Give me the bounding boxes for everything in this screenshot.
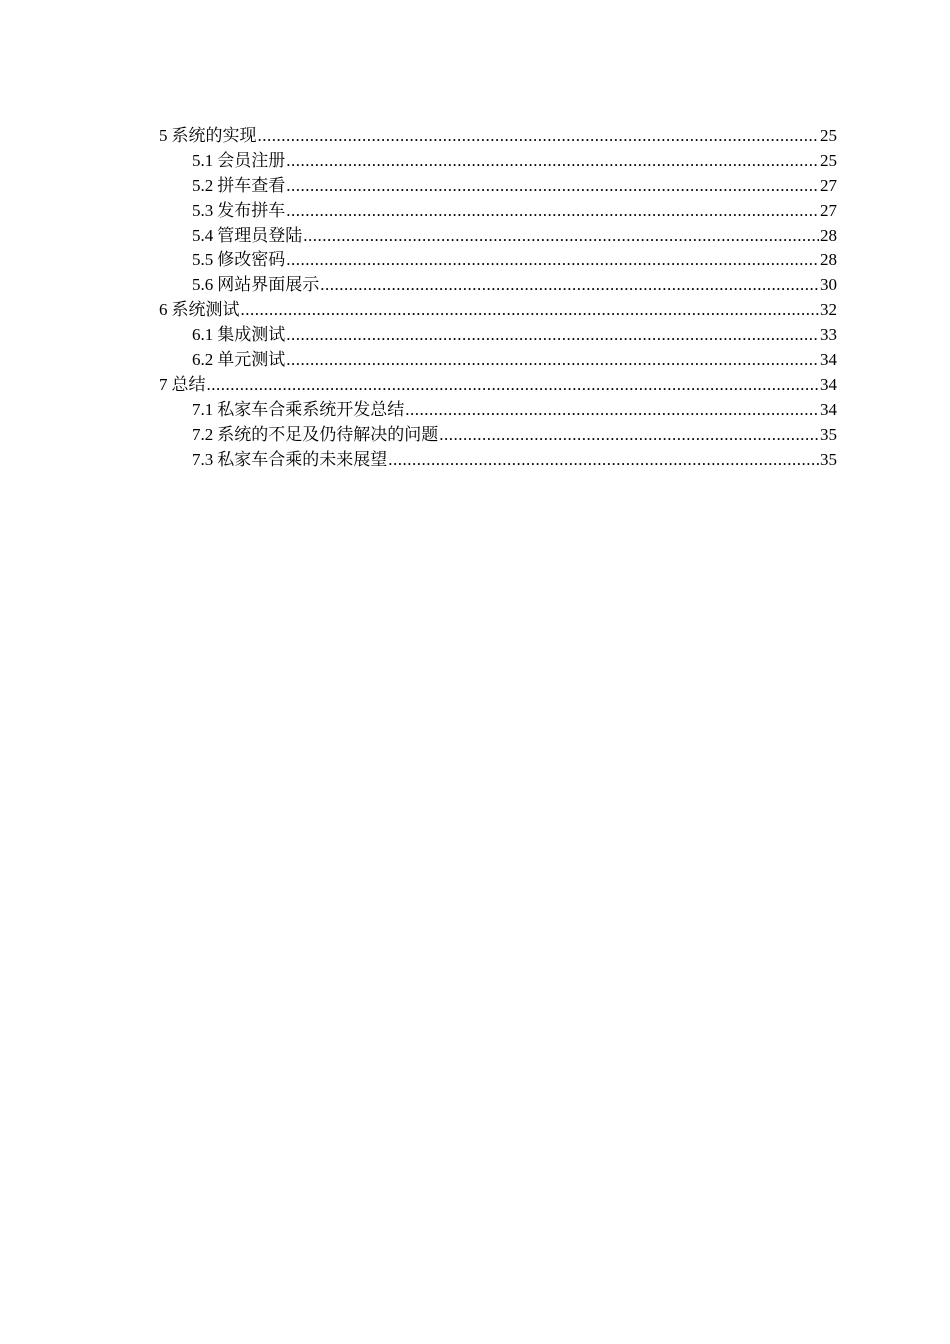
toc-entry-page: 35 bbox=[820, 449, 837, 469]
toc-entry-7-3[interactable] bbox=[159, 448, 837, 473]
toc-entry-5-6[interactable] bbox=[159, 273, 837, 298]
toc-entry-title: 系统的实现 bbox=[171, 126, 257, 145]
toc-entry-5-3[interactable] bbox=[159, 199, 837, 224]
toc-entry-page: 27 bbox=[820, 175, 837, 195]
toc-entry-title: 修改密码 bbox=[217, 250, 286, 270]
toc-entry-title: 系统的不足及仍待解决的问题 bbox=[217, 424, 439, 444]
toc-entry-number: 7.3 bbox=[192, 449, 214, 469]
toc-entry-title: 系统测试 bbox=[171, 300, 240, 320]
toc-entry-number: 7.1 bbox=[192, 399, 214, 419]
toc-entry-title: 会员注册 bbox=[217, 150, 286, 170]
table-of-contents bbox=[159, 124, 837, 472]
toc-entry-page: 33 bbox=[820, 325, 837, 345]
toc-entry-number: 5.6 bbox=[192, 275, 214, 295]
toc-entry-page: 30 bbox=[820, 275, 837, 295]
toc-entry-page: 28 bbox=[820, 250, 837, 270]
toc-entry-title: 发布拼车 bbox=[217, 200, 286, 220]
toc-entry-page: 32 bbox=[820, 300, 837, 320]
toc-entry-6-2[interactable] bbox=[159, 348, 837, 373]
toc-entry-5[interactable] bbox=[159, 124, 837, 149]
toc-entry-number: 5.1 bbox=[192, 150, 214, 170]
toc-entry-page: 34 bbox=[820, 399, 837, 419]
dot-leader bbox=[439, 423, 819, 448]
toc-entry-title: 单元测试 bbox=[217, 350, 286, 370]
dot-leader bbox=[303, 224, 819, 249]
toc-entry-5-1[interactable] bbox=[159, 149, 837, 174]
toc-entry-number: 5.5 bbox=[192, 250, 214, 270]
dot-leader bbox=[286, 323, 819, 348]
toc-entry-page: 25 bbox=[820, 126, 837, 145]
dot-leader bbox=[388, 448, 819, 473]
toc-entry-title: 集成测试 bbox=[217, 325, 286, 345]
toc-entry-6-1[interactable] bbox=[159, 323, 837, 348]
toc-entry-6[interactable] bbox=[159, 298, 837, 323]
dot-leader bbox=[207, 373, 820, 398]
toc-entry-page: 34 bbox=[820, 350, 837, 370]
dot-leader bbox=[286, 348, 819, 373]
toc-entry-5-5[interactable] bbox=[159, 248, 837, 273]
toc-entry-page: 35 bbox=[820, 424, 837, 444]
toc-entry-page: 25 bbox=[820, 150, 837, 170]
toc-entry-number: 5 bbox=[159, 126, 168, 145]
toc-entry-title: 管理员登陆 bbox=[217, 225, 303, 245]
toc-entry-number: 6.2 bbox=[192, 350, 214, 370]
dot-leader bbox=[286, 248, 819, 273]
toc-entry-7-1[interactable] bbox=[159, 398, 837, 423]
toc-entry-number: 5.3 bbox=[192, 200, 214, 220]
dot-leader bbox=[241, 298, 820, 323]
toc-entry-number: 5.2 bbox=[192, 175, 214, 195]
toc-entry-title: 私家车合乘的未来展望 bbox=[217, 449, 388, 469]
dot-leader bbox=[286, 149, 819, 174]
toc-entry-5-4[interactable] bbox=[159, 224, 837, 249]
dot-leader bbox=[405, 398, 819, 423]
toc-entry-number: 6.1 bbox=[192, 325, 214, 345]
dot-leader bbox=[258, 124, 820, 149]
dot-leader bbox=[320, 273, 819, 298]
toc-entry-title: 私家车合乘系统开发总结 bbox=[217, 399, 405, 419]
dot-leader bbox=[286, 174, 819, 199]
toc-entry-7-2[interactable] bbox=[159, 423, 837, 448]
toc-entry-7[interactable] bbox=[159, 373, 837, 398]
toc-entry-number: 7 bbox=[159, 374, 168, 394]
toc-entry-number: 6 bbox=[159, 300, 168, 320]
toc-entry-number: 7.2 bbox=[192, 424, 214, 444]
toc-entry-title: 总结 bbox=[171, 374, 206, 394]
toc-entry-page: 27 bbox=[820, 200, 837, 220]
toc-entry-5-2[interactable] bbox=[159, 174, 837, 199]
toc-entry-title: 拼车查看 bbox=[217, 175, 286, 195]
dot-leader bbox=[286, 199, 819, 224]
toc-entry-title: 网站界面展示 bbox=[217, 275, 320, 295]
toc-entry-number: 5.4 bbox=[192, 225, 214, 245]
toc-entry-page: 34 bbox=[820, 374, 837, 394]
toc-entry-page: 28 bbox=[820, 225, 837, 245]
